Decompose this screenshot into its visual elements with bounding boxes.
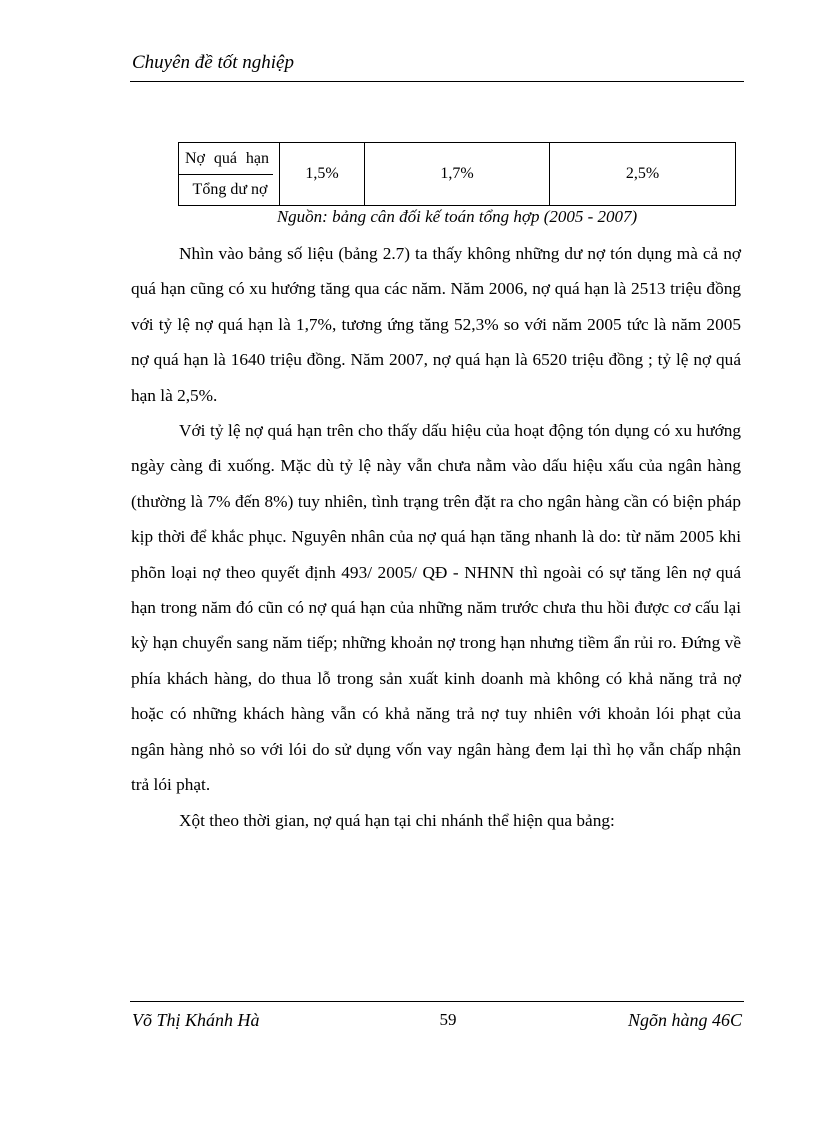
table-source-note: Nguồn: bảng cân đối kế toán tổng hợp (2005 - 2007) [276, 207, 638, 226]
paragraph-1: Nhìn vào bảng số liệu (bảng 2.7) ta thấy không những dư nợ tón dụng mà cả nợ quá hạn cũng có xu hướng tăng qua các năm. Năm 2006, nợ quá hạn là 2513 triệu đồng với tỷ lệ nợ quá hạn là 1,7%, tương ứng tăng 52,3% so với năm 2005 tức là năm 2005 nợ quá hạn là 1640 triệu đồng. Năm 2007, nợ quá hạn là 6520 triệu đồng ; tỷ lệ nợ quá hạn là 2,5%. [131, 244, 741, 405]
body-text [131, 236, 741, 838]
table-cell-2006: 1,7% [365, 143, 550, 206]
page-header-title: Chuyên đề tốt nghiệp [132, 52, 294, 73]
header-divider [130, 81, 744, 82]
table-cell-2005: 1,5% [280, 143, 365, 206]
footer-divider [130, 1001, 744, 1002]
paragraph-3: Xột theo thời gian, nợ quá hạn tại chi nhánh thể hiện qua bảng: [179, 810, 615, 830]
overdue-ratio-table [178, 142, 736, 206]
table-row [179, 143, 736, 206]
ratio-denominator: Tổng dư nợ [192, 180, 268, 198]
table-cell-2007: 2,5% [550, 143, 736, 206]
ratio-label-cell [179, 143, 280, 206]
page-number: 59 [439, 1010, 457, 1029]
ratio-numerator: Nợ quá hạn [179, 148, 273, 175]
footer-author: Võ Thị Khánh Hà [132, 1010, 260, 1030]
paragraph-2: Với tỷ lệ nợ quá hạn trên cho thấy dấu hiệu của hoạt động tón dụng có xu hướng ngày càng đi xuống. Mặc dù tỷ lệ này vẫn chưa nằm vào dấu hiệu xấu của ngân hàng (thường là 7% đến 8%) tuy nhiên, tình trạng trên đặt ra cho ngân hàng cần có biện pháp kịp thời để khắc phục. Nguyên nhân của nợ quá hạn tăng nhanh là do: từ năm 2005 khi phõn loại nợ theo quyết định 493/ 2005/ QĐ - NHNN thì ngoài có sự tăng lên nợ quá hạn trong năm đó cũn có nợ quá hạn của những năm trước chưa thu hồi được cơ cấu lại kỳ hạn chuyển sang năm tiếp; những khoản nợ trong hạn nhưng tiềm ẩn rủi ro. Đứng về phía khách hàng, do thua lỗ trong sản xuất kinh doanh mà không có khả năng trả nợ hoặc có những khách hàng vẫn có khả năng trả nợ tuy nhiên với khoản lói phạt của ngân hàng nhỏ so với lói do sử dụng vốn vay ngân hàng đem lại thì họ vẫn chấp nhận trả lói phạt. [131, 421, 741, 795]
footer-class: Ngõn hàng 46C [627, 1010, 742, 1030]
